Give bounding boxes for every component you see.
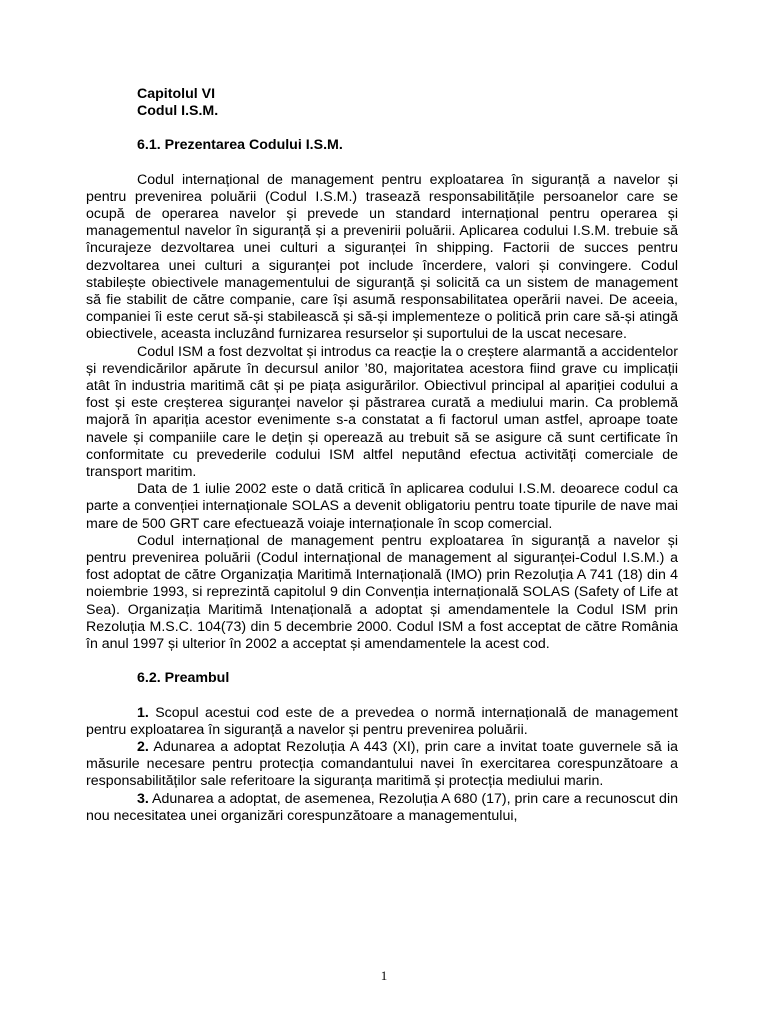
- preamble-item-text: Scopul acestui cod este de a prevedea o normă internațională de management pentru exploatarea în siguranță a navelor și pentru prevenirea poluării.: [86, 704, 678, 738]
- spacer: [86, 120, 678, 137]
- preamble-item: [86, 791, 678, 825]
- preamble-item: [86, 739, 678, 791]
- section-1-paragraph: Codul internațional de management pentru exploatarea în siguranță a navelor și pentru prevenirea poluării (Codul I.S.M.) trasează responsabilitățile persoanelor care se ocupă de operarea navelor și prevede un standard internațional pentru operarea și managementul navelor în siguranță și a prevenirii poluării. Aplicarea codului I.S.M. trebuie să încurajeze dezvoltarea unei culturi a siguranței în shipping. Factorii de succes pentru dezvoltarea unei culturi a siguranței pot include încerdere, valori și convingere. Codul stabilește obiectivele managementului de siguranță și solicită ca un sistem de management să fie stabilit de către companie, care își asumă responsabilitatea operării navei. De aceeia, companiei îi este cerut să-și stabilească și să-și implementeze o politică prin care să-și atingă obiectivele, aceasta incluzând furnizarea resurselor și suportului de la uscat necesare.: [86, 171, 678, 343]
- section-1-paragraph: Data de 1 iulie 2002 este o dată critică în aplicarea codului I.S.M. deoarece codul ca parte a convenției internaționale SOLAS a devenit obligatoriu pentru toate tipurile de nave mai mare de 500 GRT care efectuează voiaje internaționale în scop comercial.: [86, 481, 678, 532]
- document-body: [86, 86, 678, 825]
- spacer: [86, 688, 678, 705]
- section-1-paragraph: Codul internațional de management pentru exploatarea în siguranță a navelor și pentru prevenirea poluării (Codul internațional de management al siguranței-Codul I.S.M.) a fost adoptat de către Organizația Maritimă Internațională (IMO) prin Rezoluția A 741 (18) din 4 noiembrie 1993, si reprezintă capitolul 9 din Convenția internațională SOLAS (Safety of Life at Sea). Organizația Maritimă Intenațională a adoptat și amendamentele la Codul ISM prin Rezoluția M.S.C. 104(73) din 5 decembrie 2000. Codul ISM a fost acceptat de către România în anul 1997 și ulterior în 2002 a acceptat și amendamentele la acest cod.: [86, 532, 678, 653]
- preamble-item-text: Adunarea a adoptat, de asemenea, Rezoluția A 680 (17), prin care a recunoscut din nou necesitatea unei organizări corespunzătoare a managementului,: [86, 790, 678, 824]
- section-1-paragraph: Codul ISM a fost dezvoltat și introdus ca reacție la o creștere alarmantă a accidentelor și revendicărilor apărute în decursul anilor ’80, majoritatea acestora fiind grave cu implicații atât în industria maritimă cât și pe piața asigurărilor. Obiectivul principal al apariției codului a fost și este creșterea siguranței navelor și păstrarea curată a mediului marin. Ca problemă majoră în apariția acestor evenimente s-a constatat a fi factorul uman astfel, aproape toate navele și companiile care le dețin și operează au trebuit să se asigure că sunt certificate în conformitate cu prevederile codului ISM altfel neputând efectua activități comerciale de transport maritim.: [86, 343, 678, 481]
- preamble-item: [86, 705, 678, 739]
- chapter-subtitle: Codul I.S.M.: [137, 103, 219, 120]
- chapter-title: Capitolul VI: [137, 86, 216, 102]
- page-number: 1: [380, 968, 388, 983]
- preamble-item-number: 2.: [137, 738, 149, 755]
- preamble-item-number: 3.: [137, 790, 149, 807]
- preamble-item-number: 1.: [137, 704, 149, 721]
- section-1-heading: 6.1. Prezentarea Codului I.S.M.: [137, 137, 343, 154]
- spacer: [86, 653, 678, 670]
- section-2-heading: 6.2. Preambul: [137, 670, 230, 687]
- spacer: [86, 155, 678, 172]
- preamble-item-text: Adunarea a adoptat Rezoluția A 443 (XI), prin care a invitat toate guvernele să ia măsurile necesare pentru protecția comandantului navei în exercitarea corespunzătoare a responsabilităților sale referitoare la siguranța maritimă și protecția mediului marin.: [86, 738, 678, 790]
